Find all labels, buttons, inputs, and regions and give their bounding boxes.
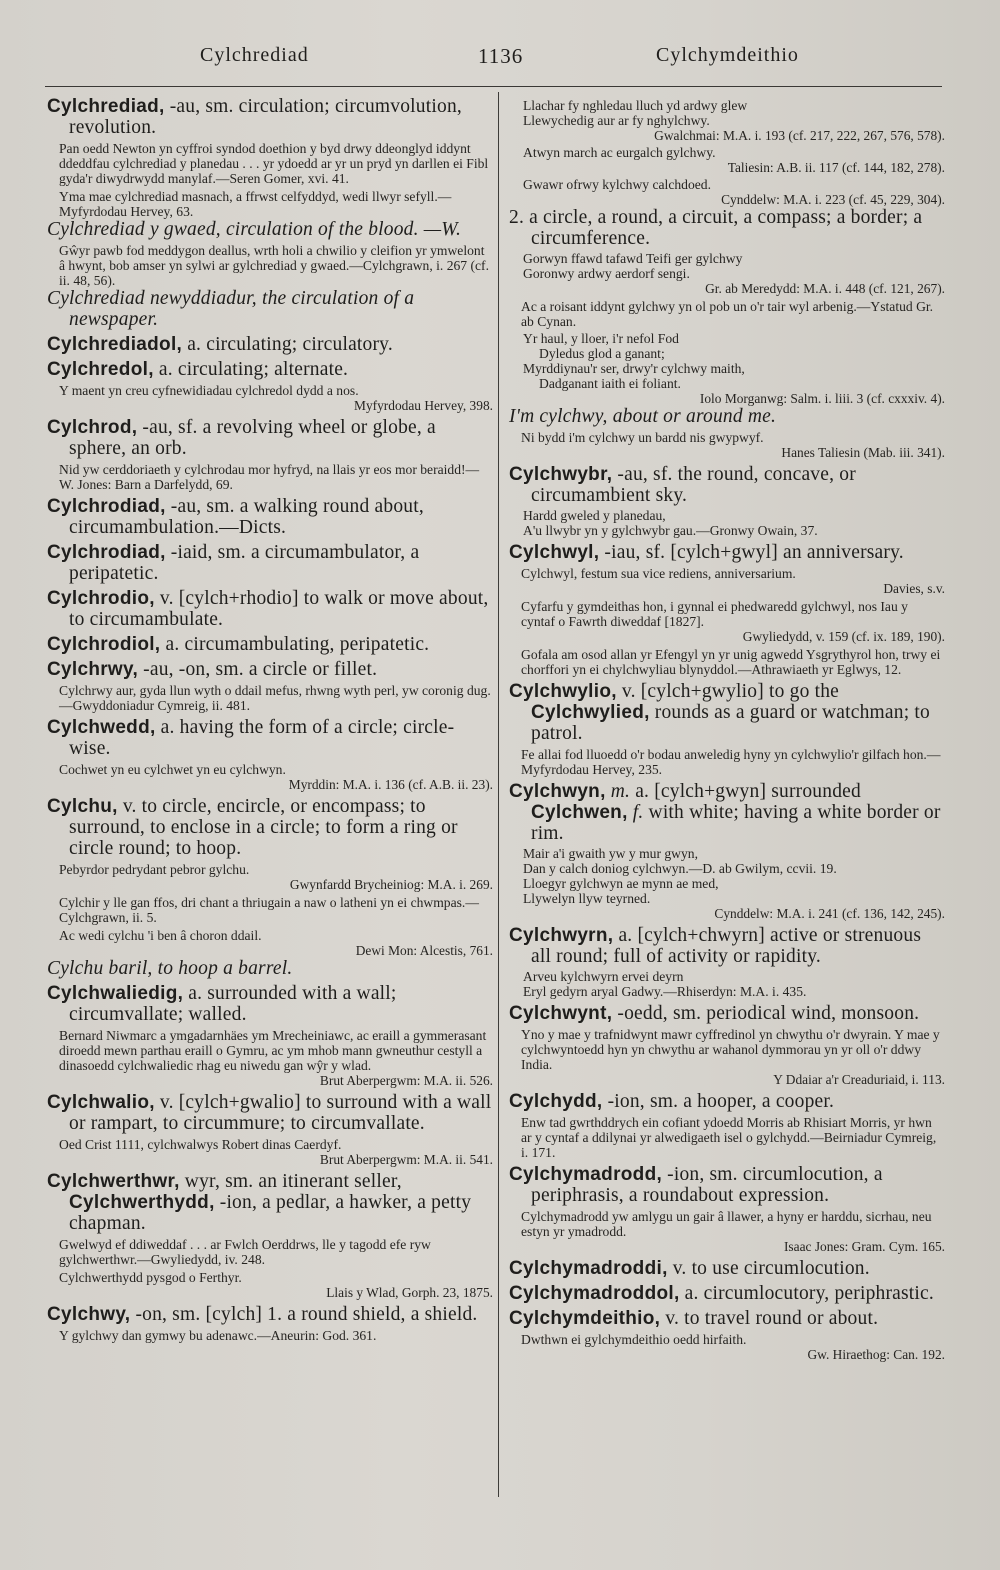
- definition-text: rounds as a guard or watchman; to patrol.: [531, 702, 930, 744]
- headword: Cylchymadroddol,: [509, 1283, 680, 1304]
- definition-text: -iaid, sm. a circumambulator, a peripatetic.: [69, 542, 420, 584]
- definition-text: a. circumambulating, peripatetic.: [165, 634, 430, 655]
- citation-source: Llais y Wlad, Gorph. 23, 1875.: [326, 1285, 493, 1300]
- definition-text: a. [cylch+gwyn] surrounded: [635, 781, 861, 802]
- entry-cylchwyl: [509, 542, 945, 677]
- entry-cylchwybr: [509, 464, 945, 538]
- definition: [47, 359, 493, 380]
- citation: Enw tad gwrthddrych ein cofiant ydoedd Morris ab Rhisiart Morris, yr hwn ar y cyntaf a ddilynai yr alwedigaeth isel o gylchydd.—Beirniadur Cymreig, i. 171.: [521, 1115, 937, 1160]
- verse-line: Llewychedig aur ar fy nghylchwy.: [523, 113, 710, 128]
- headword: Cylchwyrn,: [509, 925, 614, 946]
- verse-citation: [509, 177, 945, 192]
- entry-cylchymadroddi: [509, 1258, 945, 1279]
- headword: Cylchwalio,: [47, 1092, 155, 1113]
- citation-source: Iolo Morganwg: Salm. i. liii. 3 (cf. cxxxiv. 4).: [699, 391, 945, 406]
- verse-citation: [509, 251, 945, 281]
- definition: [47, 496, 493, 538]
- definition-text: a. circulating; alternate.: [158, 359, 349, 380]
- citation: Cylchir y lle gan ffos, dri chant a thriugain a naw o latheni yn ei chwmpas.—Cylchgrawn, ii. 5.: [59, 895, 479, 925]
- definition: [509, 1283, 945, 1304]
- entry-cylchrwy: [47, 659, 493, 713]
- definition: [509, 781, 945, 844]
- citation-source: Gw. Hiraethog: Can. 192.: [807, 1347, 945, 1362]
- citation-source: Taliesin: A.B. ii. 117 (cf. 144, 182, 278).: [727, 160, 945, 175]
- headword: Cylchwen,: [531, 802, 628, 823]
- verse-line: A'u llwybr yn y gylchwybr gau.—Gronwy Owain, 37.: [523, 523, 818, 538]
- sub-sense: I'm cylchwy, about or around me.: [509, 406, 777, 427]
- entry-cylchrediad: [47, 96, 493, 330]
- definition: [47, 417, 493, 459]
- headword: Cylchwylio,: [509, 681, 617, 702]
- page-number: 1136: [478, 44, 524, 68]
- citation: Dwthwn ei gylchymdeithio oedd hirfaith.: [521, 1332, 747, 1347]
- definition: [509, 1091, 945, 1112]
- verse-line: Mair a'i gwaith yw y mur gwyn,: [523, 846, 698, 861]
- citation-source: Gwyliedydd, v. 159 (cf. ix. 189, 190).: [742, 629, 945, 644]
- headword: Cylchrodiol,: [47, 634, 161, 655]
- definition-text: -on, sm. [cylch] 1. a round shield, a shield.: [135, 1304, 478, 1325]
- entry-cylchrediadol: [47, 334, 493, 355]
- column-divider: [498, 92, 499, 1497]
- entry-cylchwalio: [47, 1092, 493, 1167]
- headword: Cylchwerthwr,: [47, 1171, 180, 1192]
- verse-line: Atwyn march ac eurgalch gylchwy.: [523, 145, 716, 160]
- citation: Cochwet yn eu cylchwet yn eu cylchwyn.: [59, 762, 286, 777]
- citation-source: Y Ddaiar a'r Creaduriaid, i. 113.: [773, 1072, 945, 1087]
- verse-citation: [509, 969, 945, 999]
- verse-citation: [509, 331, 945, 391]
- headword: Cylchymadrodd,: [509, 1164, 663, 1185]
- verse-line: Lloegyr gylchwyn ae mynn ae med,: [523, 876, 719, 891]
- headword: Cylchrodiad,: [47, 496, 166, 517]
- headword: Cylchwybr,: [509, 464, 613, 485]
- entry-cylchrodiad: [47, 496, 493, 538]
- sub-sense: Cylchrediad newyddiadur, the circulation of a newspaper.: [47, 288, 415, 330]
- definition-text: a. [cylch+chwyrn] active or strenuous all round; full of activity or rapidity.: [531, 925, 922, 967]
- citation: Cylchwyl, festum sua vice rediens, anniversarium.: [521, 566, 796, 581]
- entry-cylchwaliedig: [47, 983, 493, 1088]
- entry-cylchrodiol: [47, 634, 493, 655]
- citation: Gwelwyd ef ddiweddaf . . . ar Fwlch Oerddrws, lle y tagodd efe ryw gylchwerthwr.—Gwyliedydd, iv. 248.: [59, 1237, 431, 1267]
- citation: Yno y mae y trafnidwynt mawr cyffredinol yn chwythu o'r dwyrain. Y mae y cylchwyntoedd hyn yn chwythu ar wahanol dymmorau yn yr oll o'r ddwy India.: [521, 1027, 940, 1072]
- verse-line: Gwawr ofrwy kylchwy calchdoed.: [523, 177, 711, 192]
- entry-cylchwedd: [47, 717, 493, 792]
- definition: [47, 717, 493, 759]
- definition-text: v. [cylch+gwalio] to surround with a wall or rampart, to circummure; to circumvallate.: [69, 1092, 492, 1134]
- definition-text: -au, sm. a walking round about, circumambulation.—Dicts.: [69, 496, 424, 538]
- headword: Cylchrodio,: [47, 588, 155, 609]
- citation-source: Myfyrdodau Hervey, 398.: [354, 398, 493, 413]
- verse-line: Arveu kylchwyrn ervei deyrn: [523, 969, 684, 984]
- headword: Cylchymadroddi,: [509, 1258, 668, 1279]
- verse-line: Dadganant iaith ei foliant.: [539, 376, 681, 391]
- entry-cylchrod: [47, 417, 493, 492]
- running-head-right: Cylchymdeithio: [656, 44, 799, 66]
- citation: Ac wedi cylchu 'i ben â choron ddail.: [59, 928, 262, 943]
- citation-source: Myrddin: M.A. i. 136 (cf. A.B. ii. 23).: [288, 777, 493, 792]
- entry-cylchydd: [509, 1091, 945, 1160]
- definition: [47, 96, 493, 138]
- entry-cylchwerthwr: [47, 1171, 493, 1300]
- definition: [47, 542, 493, 584]
- headword: Cylchrwy,: [47, 659, 139, 680]
- definition-text: sm. an itinerant seller,: [225, 1171, 402, 1192]
- definition: [47, 1092, 493, 1134]
- definition-text: v. to travel round or about.: [665, 1308, 879, 1329]
- citation-source: Gwalchmai: M.A. i. 193 (cf. 217, 222, 267, 576, 578).: [654, 128, 945, 143]
- entry-cylchymadroddol: [509, 1283, 945, 1304]
- running-head-left: Cylchrediad: [200, 44, 309, 66]
- headword: Cylchwy,: [47, 1304, 131, 1325]
- headword: Cylchrodiad,: [47, 542, 166, 563]
- definition-text: -oedd, sm. periodical wind, monsoon.: [617, 1003, 920, 1024]
- gender: f.: [632, 802, 644, 823]
- definition-text: a. having the form of a circle; circle-wise.: [69, 717, 455, 759]
- citation-source: Brut Aberpergwm: M.A. ii. 526.: [319, 1073, 493, 1088]
- definition-text: a pedlar, a hawker, a petty chapman.: [69, 1192, 472, 1234]
- verse-citation: [509, 98, 945, 128]
- definition: [509, 681, 945, 744]
- verse-citation: [509, 508, 945, 538]
- headword: Cylchrediadol,: [47, 334, 183, 355]
- citation: Cyfarfu y gymdeithas hon, i gynnal ei phedwaredd gylchwyl, nos Iau y cyntaf o Fawrth diweddaf [1827].: [521, 599, 908, 629]
- definition-text: -ion, sm. circumlocution, a periphrasis, a roundabout expression.: [531, 1164, 883, 1206]
- definition: [47, 1304, 493, 1325]
- entry-cylchwynt: [509, 1003, 945, 1087]
- headword: Cylchu,: [47, 796, 118, 817]
- citation: Cylchrwy aur, gyda llun wyth o ddail mefus, rhwng wyth perl, yw coronig dug.—Gwyddoniadur Cymreig, ii. 481.: [59, 683, 491, 713]
- definition: [509, 542, 945, 563]
- citation: Pebyrdor pedrydant pebror gylchu.: [59, 862, 250, 877]
- definition: [47, 796, 493, 859]
- verse-line: Llywelyn llyw teyrned.: [523, 891, 651, 906]
- definition-text: -iau, sf. [cylch+gwyl] an anniversary.: [604, 542, 904, 563]
- citation: Cylchwerthydd pysgod o Ferthyr.: [59, 1270, 242, 1285]
- headword: Cylchwyl,: [509, 542, 600, 563]
- entry-cylchymadrodd: [509, 1164, 945, 1254]
- entry-cylchwylio: [509, 681, 945, 777]
- citation: Nid yw cerddoriaeth y cylchrodau mor hyfryd, na llais yr eos mor beraidd!—W. Jones: Barn a Darfelydd, 69.: [59, 462, 480, 492]
- gender: m.: [610, 781, 631, 802]
- citation-source: Cynddelw: M.A. i. 223 (cf. 45, 229, 304).: [721, 192, 945, 207]
- definition-text: -au, -on, sm. a circle or fillet.: [143, 659, 378, 680]
- citation: Oed Crist 1111, cylchwalwys Robert dinas Caerdyf.: [59, 1137, 342, 1152]
- definition: [509, 1164, 945, 1206]
- verse-line: Dyledus glod a ganant;: [539, 346, 665, 361]
- entry-cylchwy-cont: [509, 98, 945, 460]
- entry-cylchredol: [47, 359, 493, 413]
- definition-text: -au, sm. circulation; circumvolution, revolution.: [69, 96, 462, 138]
- definition: [509, 925, 945, 967]
- headword: Cylchydd,: [509, 1091, 603, 1112]
- entry-cylchu: [47, 796, 493, 979]
- verse-line: Eryl gedyrn aryal Gadwy.—Rhiserdyn: M.A. i. 435.: [523, 984, 807, 999]
- citation-source: Dewi Mon: Alcestis, 761.: [355, 943, 493, 958]
- definition: [47, 334, 493, 355]
- entry-cylchymdeithio: [509, 1308, 945, 1362]
- verse-line: Hardd gweled y planedau,: [523, 508, 666, 523]
- definition-text: v. [cylch+gwylio] to go the: [621, 681, 840, 702]
- definition: [47, 659, 493, 680]
- definition-text: -au, sf. the round, concave, or circumambient sky.: [531, 464, 856, 506]
- citation-source: Davies, s.v.: [883, 581, 945, 596]
- verse-line: Llachar fy nghledau lluch yd ardwy glew: [523, 98, 748, 113]
- citation-source: Gr. ab Meredydd: M.A. i. 448 (cf. 121, 267).: [705, 281, 945, 296]
- headword: Cylchwyn,: [509, 781, 606, 802]
- headword: Cylchrediad,: [47, 96, 165, 117]
- sub-sense: Cylchrediad y gwaed, circulation of the blood. —W.: [47, 219, 462, 240]
- right-column: [509, 96, 945, 1366]
- sub-sense: Cylchu baril, to hoop a barrel.: [47, 958, 293, 979]
- citation: Pan oedd Newton yn cyffroi syndod doethion y byd drwy ddeonglyd iddynt ddeddfau cylchrediad y planedau . . . yr ydoedd ar yr un pryd yn darllen ei Fibl gyda'r diwydrwydd manylaf.—Seren Gomer, xvi. 41.: [59, 141, 489, 186]
- verse-line: Myrddiynau'r ser, drwy'r cylchwy maith,: [523, 361, 745, 376]
- headword-suffix: -ion,: [219, 1192, 258, 1213]
- headword: Cylchwylied,: [531, 702, 650, 723]
- citation: Cylchymadrodd yw amlygu un gair â llawer, a hyny er harddu, sicrhau, neu estyn yr ymadrodd.: [521, 1209, 932, 1239]
- citation-source: Cynddelw: M.A. i. 241 (cf. 136, 142, 245).: [714, 906, 945, 921]
- header-rule: [45, 86, 942, 87]
- headword: Cylchwaliedig,: [47, 983, 184, 1004]
- left-column: [47, 96, 493, 1347]
- citation-source: Brut Aberpergwm: M.A. ii. 541.: [319, 1152, 493, 1167]
- entry-cylchrodio: [47, 588, 493, 630]
- definition-text: a. circumlocutory, periphrastic.: [684, 1283, 934, 1304]
- verse-citation: [509, 846, 945, 906]
- entry-cylchwyrn: [509, 925, 945, 999]
- entry-cylchwyn: [509, 781, 945, 921]
- verse-line: Dan y calch doniog cylchwyn.—D. ab Gwilym, ccvii. 19.: [523, 861, 837, 876]
- citation: Gofala am osod allan yr Efengyl yn yr unig agwedd Ysgrythyrol hon, trwy ei chorffori yn ei chylchwyliau blynyddol.—Athrawiaeth yr Eglwys, 12.: [521, 647, 941, 677]
- definition-text: v. to circle, encircle, or encompass; to surround, to enclose in a circle; to form a ring or circle round; to hoop.: [69, 796, 458, 859]
- citation: Yma mae cylchrediad masnach, a ffrwst celfyddyd, wedi llwyr sefyll.—Myfyrdodau Hervey, 63.: [59, 189, 452, 219]
- verse-line: Yr haul, y lloer, i'r nefol Fod: [523, 331, 679, 346]
- headword: Cylchwedd,: [47, 717, 156, 738]
- headword: Cylchwerthydd,: [69, 1192, 215, 1213]
- entry-cylchwy: [47, 1304, 493, 1343]
- headword: Cylchrod,: [47, 417, 138, 438]
- citation: Y gylchwy dan gymwy bu adenawc.—Aneurin: God. 361.: [59, 1328, 377, 1343]
- definition: [509, 464, 945, 506]
- citation-source: Isaac Jones: Gram. Cym. 165.: [783, 1239, 945, 1254]
- running-head: [0, 44, 1000, 74]
- definition: [47, 1171, 493, 1234]
- entry-cylchrodiad-2: [47, 542, 493, 584]
- definition-text: a. circulating; circulatory.: [187, 334, 393, 355]
- definition-text: -ion, sm. a hooper, a cooper.: [607, 1091, 835, 1112]
- headword: Cylchredol,: [47, 359, 154, 380]
- definition: [509, 1003, 945, 1024]
- headword: Cylchymdeithio,: [509, 1308, 661, 1329]
- citation-source: Gwynfardd Brycheiniog: M.A. i. 269.: [289, 877, 493, 892]
- headword: Cylchwynt,: [509, 1003, 613, 1024]
- verse-line: Gorwyn ffawd tafawd Teifi ger gylchwy: [523, 251, 743, 266]
- definition: [47, 983, 493, 1025]
- citation: Gŵyr pawb fod meddygon deallus, wrth holi a chwilio y cleifion yr ymwelont â hwynt, bob amser yn sylwi ar gylchrediad y gwaed.—Cylchgrawn, i. 267 (cf. ii. 48, 56).: [59, 243, 489, 288]
- verse-line: Goronwy ardwy aerdorf sengi.: [523, 266, 690, 281]
- citation: Bernard Niwmarc a ymgadarnhäes ym Mrecheiniawc, ac eraill a gymmerasant diroedd mewn parthau eraill o Gymru, ac ym mhob mann gwneuthur cestyll a dinasoedd cylchwaliedic rhag eu niwedu gan wŷr y wlad.: [59, 1028, 487, 1073]
- definition-text: a. surrounded with a wall; circumvallate; walled.: [69, 983, 397, 1025]
- definition-text: with white; having a white border or rim.: [531, 802, 941, 844]
- definition-text: v. [cylch+rhodio] to walk or move about, to circumambulate.: [69, 588, 489, 630]
- citation: Ac a roisant iddynt gylchwy yn ol pob un o'r tair wyl arbenig.—Ystatud Gr. ab Cynan.: [521, 299, 934, 329]
- definition: [509, 1308, 945, 1329]
- citation: Fe allai fod lluoedd o'r bodau anweledig hyny yn cylchwylio'r gilfach hon.—Myfyrdodau Hervey, 235.: [521, 747, 941, 777]
- citation-source: Hanes Taliesin (Mab. iii. 341).: [781, 445, 945, 460]
- definition: [47, 634, 493, 655]
- headword-suffix: wyr,: [184, 1171, 221, 1192]
- verse-citation: [509, 145, 945, 160]
- definition-text: v. to use circumlocution.: [672, 1258, 870, 1279]
- citation: Ni bydd i'm cylchwy un bardd nis gwypwyf.: [521, 430, 764, 445]
- definition-text: -au, sf. a revolving wheel or globe, a sphere, an orb.: [69, 417, 436, 459]
- sense-2: 2. a circle, a round, a circuit, a compass; a border; a circumference.: [509, 207, 923, 249]
- citation: Y maent yn creu cyfnewidiadau cylchredol dydd a nos.: [59, 383, 359, 398]
- definition: [509, 1258, 945, 1279]
- definition: [47, 588, 493, 630]
